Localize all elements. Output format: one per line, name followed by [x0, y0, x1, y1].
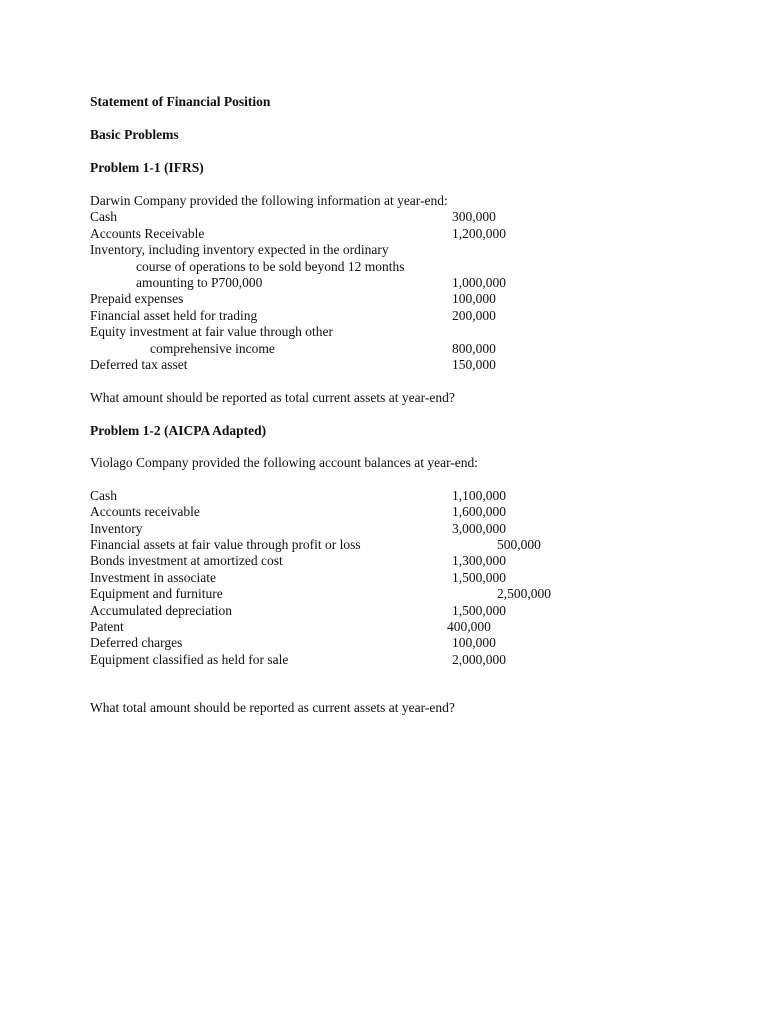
p2-item-label: Accounts receivable: [90, 504, 200, 519]
p2-item-label: Bonds investment at amortized cost: [90, 553, 283, 568]
problem-1-1-question: What amount should be reported as total current assets at year-end?: [90, 390, 455, 405]
p2-item-value: 2,500,000: [497, 586, 551, 601]
p2-item-label: Equipment and furniture: [90, 586, 223, 601]
p2-item-label: Deferred charges: [90, 635, 183, 650]
p1-item-value: 300,000: [452, 209, 496, 224]
p2-item-value: 100,000: [452, 635, 496, 650]
section-heading: Basic Problems: [90, 127, 179, 142]
p2-item-value: 2,000,000: [452, 652, 506, 667]
p1-item-label: Financial asset held for trading: [90, 308, 258, 323]
p2-item-value: 1,100,000: [452, 488, 506, 503]
p2-item-label: Inventory: [90, 521, 143, 536]
p2-item-value: 1,500,000: [452, 570, 506, 585]
problem-1-2-intro: Violago Company provided the following account balances at year-end:: [90, 455, 479, 470]
p2-item-value: 1,500,000: [452, 603, 506, 618]
p1-item-label: Cash: [90, 209, 117, 224]
p2-item-value: 400,000: [447, 619, 491, 634]
p1-item-value: 100,000: [452, 291, 496, 306]
document-title: Statement of Financial Position: [90, 94, 271, 109]
p1-item-value: 150,000: [452, 357, 496, 372]
p2-item-value: 3,000,000: [452, 521, 506, 536]
problem-1-2-heading: Problem 1-2 (AICPA Adapted): [90, 423, 267, 438]
p2-item-value: 1,600,000: [452, 504, 506, 519]
p1-item-label: Inventory, including inventory expected in the ordinary: [90, 242, 389, 257]
p2-item-label: Accumulated depreciation: [90, 603, 233, 618]
problem-1-1-heading: Problem 1-1 (IFRS): [90, 160, 204, 175]
p2-item-label: Equipment classified as held for sale: [90, 652, 289, 667]
p1-item-value: 1,200,000: [452, 226, 506, 241]
p2-item-label: Investment in associate: [90, 570, 216, 585]
p1-item-value: 200,000: [452, 308, 496, 323]
p1-item-label: comprehensive income: [150, 341, 275, 356]
p1-item-label: Accounts Receivable: [90, 226, 205, 241]
p2-item-label: Patent: [90, 619, 124, 634]
p1-item-label: course of operations to be sold beyond 12 months: [136, 259, 405, 274]
problem-1-1-intro: Darwin Company provided the following information at year-end:: [90, 193, 448, 208]
problem-1-2-question: What total amount should be reported as current assets at year-end?: [90, 700, 455, 715]
p1-item-label: Deferred tax asset: [90, 357, 188, 372]
p1-item-label: amounting to P700,000: [136, 275, 263, 290]
p1-item-value: 1,000,000: [452, 275, 506, 290]
p1-item-value: 800,000: [452, 341, 496, 356]
p2-item-label: Cash: [90, 488, 117, 503]
p1-item-label: Prepaid expenses: [90, 291, 184, 306]
p2-item-label: Financial assets at fair value through profit or loss: [90, 537, 361, 552]
p1-item-label: Equity investment at fair value through other: [90, 324, 333, 339]
p2-item-value: 500,000: [497, 537, 541, 552]
p2-item-value: 1,300,000: [452, 553, 506, 568]
